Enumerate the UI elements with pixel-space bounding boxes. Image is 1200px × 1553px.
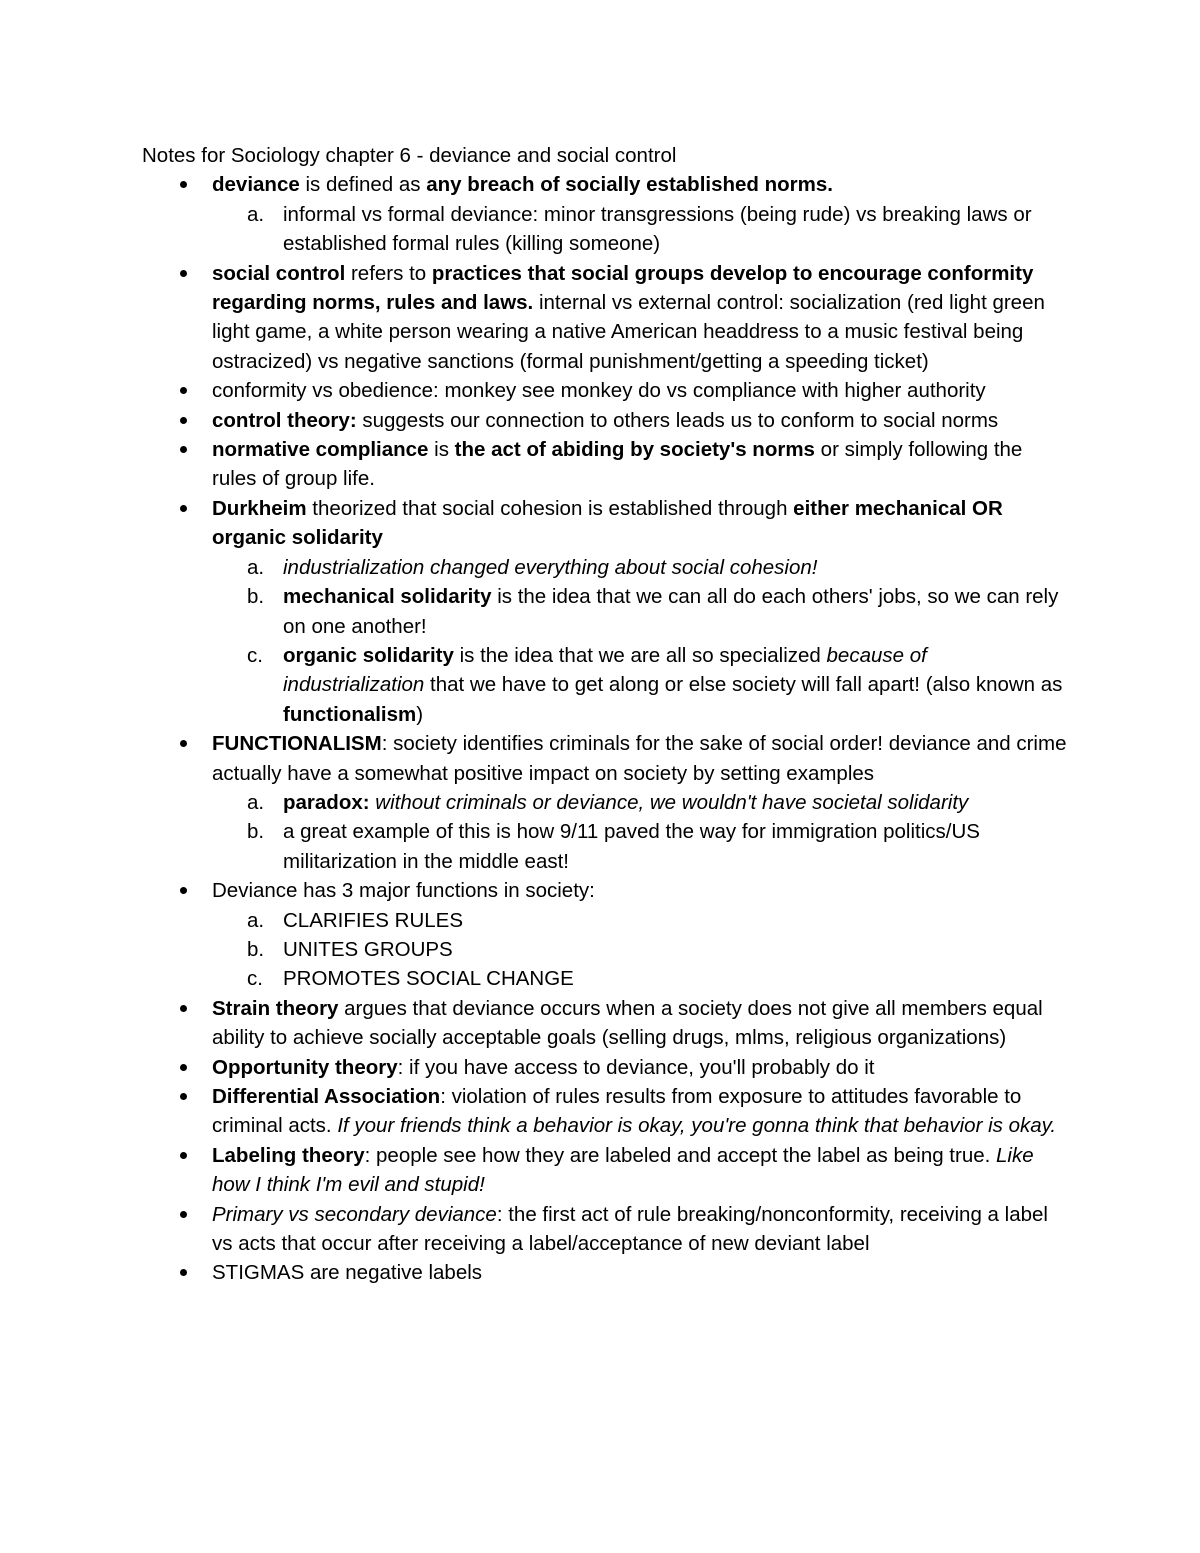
text-run: a great example of this is how 9/11 paved the way for immigration politics/US militarization in the middle east!: [283, 820, 980, 873]
list-marker: b.: [247, 937, 265, 961]
text-run: STIGMAS are negative labels: [212, 1261, 483, 1285]
bold-text: Differential Association: [212, 1085, 441, 1108]
bold-text: Opportunity theory: [212, 1055, 398, 1079]
italic-text: Like how I think I'm evil and stupid!: [212, 1143, 1034, 1197]
bold-text: the act of abiding by society's norms: [454, 438, 815, 462]
list-item: [142, 494, 1072, 729]
bold-text: either mechanical OR organic solidarity: [212, 496, 1003, 550]
sub-list: [212, 553, 1072, 729]
list-item-text: [212, 379, 986, 402]
text-run: internal vs external control: socialization (red light green light game, a white person wearing a native American headdress to a music festival being ostracized) vs negative sanctions (formal punishment/getting a speeding ticket): [212, 291, 1045, 373]
bold-text: any breach of socially established norms.: [426, 173, 833, 197]
text-run: or simply following the rules of group life.: [212, 438, 1023, 491]
list-item-text: [212, 497, 1003, 549]
text-run: : if you have access to deviance, you'll probably do it: [397, 1055, 875, 1079]
text-run: : society identifies criminals for the sake of social order! deviance and crime actually have a somewhat positive impact on society by setting examples: [212, 732, 1067, 785]
page-title: Notes for Sociology chapter 6 - deviance and social control: [142, 144, 677, 167]
bold-text: functionalism: [283, 702, 417, 726]
list-item-text: [212, 1203, 1048, 1255]
bullet-icon: [180, 887, 187, 894]
text-run: ): [416, 702, 424, 726]
bullet-icon: [180, 446, 187, 453]
bold-text: control theory:: [212, 408, 357, 432]
bullet-icon: [180, 1152, 187, 1159]
text-run: that we have to get along or else society will fall apart! (also known as: [424, 673, 1063, 697]
list-item-text: [212, 879, 595, 902]
bullet-icon: [180, 505, 187, 512]
list-marker: a.: [247, 790, 265, 814]
bullet-icon: [180, 417, 187, 424]
list-item: [142, 1082, 1072, 1141]
bullet-icon: [180, 270, 187, 277]
list-item: [142, 876, 1072, 994]
bullet-icon: [180, 387, 187, 394]
bullet-icon: [180, 181, 187, 188]
sub-list-item: [212, 553, 1072, 582]
text-run: Deviance has 3 major functions in society:: [212, 879, 595, 903]
sub-list-item: [212, 641, 1072, 729]
list-item-text: [212, 1085, 1056, 1137]
bold-text: organic solidarity: [283, 643, 454, 667]
bullet-icon: [180, 1269, 187, 1276]
document-body: [142, 141, 1072, 1288]
list-item: [142, 1258, 1072, 1287]
text-run: argues that deviance occurs when a society does not give all members equal ability to achieve socially acceptable goals (selling drugs, mlms, religious organizations): [212, 996, 1043, 1050]
bold-text: Strain theory: [212, 996, 339, 1020]
sub-list-item-text: [283, 203, 1032, 255]
list-item-text: [212, 1056, 874, 1079]
list-marker: a.: [247, 908, 265, 932]
list-item: [142, 729, 1072, 876]
sub-list-item: [212, 817, 1072, 876]
sub-list-item-text: [283, 644, 1062, 726]
text-run: is: [428, 438, 455, 462]
italic-text: Primary vs secondary deviance: [212, 1202, 497, 1226]
sub-list-item-text: [283, 585, 1058, 637]
sub-list-item-text: [283, 967, 574, 990]
text-run: PROMOTES SOCIAL CHANGE: [283, 967, 574, 991]
text-run: UNITES GROUPS: [283, 937, 453, 961]
notes-list: [142, 170, 1072, 1287]
text-run: : people see how they are labeled and accept the label as being true.: [364, 1143, 997, 1167]
sub-list-item: [212, 964, 1072, 993]
text-run: conformity vs obedience: monkey see monkey do vs compliance with higher authority: [212, 379, 986, 403]
list-item-text: [212, 1261, 482, 1284]
sub-list-item: [212, 906, 1072, 935]
sub-list-item-text: [283, 820, 980, 872]
text-run: is defined as: [299, 173, 427, 197]
bold-text: social control: [212, 261, 346, 285]
italic-text: If your friends think a behavior is okay, you're gonna think that behavior is okay.: [337, 1114, 1057, 1138]
list-item-text: [212, 438, 1022, 490]
text-run: CLARIFIES RULES: [283, 908, 463, 932]
bold-text: deviance: [212, 173, 300, 197]
sub-list-item: [212, 582, 1072, 641]
list-marker: c.: [247, 967, 263, 991]
sub-list: [212, 906, 1072, 994]
list-marker: a.: [247, 555, 265, 579]
bold-text: Durkheim: [212, 496, 307, 520]
list-item: [142, 170, 1072, 258]
text-run: theorized that social cohesion is established through: [306, 496, 794, 520]
bold-text: normative compliance: [212, 438, 429, 462]
list-item-text: [212, 997, 1043, 1049]
text-run: is the idea that we are all so specialized: [453, 643, 827, 667]
sub-list: [212, 788, 1072, 876]
sub-list-item: [212, 935, 1072, 964]
list-item: [142, 1141, 1072, 1200]
text-run: : violation of rules results from exposure to attitudes favorable to criminal acts.: [212, 1085, 1022, 1138]
sub-list-item-text: [283, 938, 453, 961]
list-marker: a.: [247, 202, 265, 226]
sub-list-item-text: [283, 791, 968, 814]
bullet-icon: [180, 1211, 187, 1218]
sub-list-item-text: [283, 556, 817, 579]
list-item: [142, 406, 1072, 435]
sub-list: [212, 200, 1072, 259]
bullet-icon: [180, 1064, 187, 1071]
text-run: is the idea that we can all do each others' jobs, so we can rely on one another!: [283, 585, 1059, 638]
list-item-text: [212, 1144, 1034, 1196]
bold-text: FUNCTIONALISM: [212, 732, 382, 756]
list-item: [142, 1200, 1072, 1259]
bold-text: mechanical solidarity: [283, 585, 492, 609]
text-run: refers to: [345, 261, 432, 285]
bullet-icon: [180, 1005, 187, 1012]
bold-text: paradox:: [283, 790, 370, 814]
sub-list-item-text: [283, 909, 463, 932]
list-item-text: [212, 409, 998, 432]
list-item-text: [212, 173, 833, 196]
text-run: informal vs formal deviance: minor transgressions (being rude) vs breaking laws or established formal rules (killing someone): [283, 202, 1032, 256]
text-run: : the first act of rule breaking/nonconformity, receiving a label vs acts that occur after receiving a label/acceptance of new deviant label: [212, 1202, 1048, 1256]
list-item: [142, 259, 1072, 377]
italic-text: industrialization changed everything about social cohesion!: [283, 555, 818, 579]
list-item: [142, 376, 1072, 405]
list-item-text: [212, 262, 1045, 373]
bold-text: Labeling theory: [212, 1143, 365, 1167]
italic-text: because of industrialization: [283, 643, 927, 697]
list-item-text: [212, 732, 1066, 784]
sub-list-item: [212, 200, 1072, 259]
list-item: [142, 435, 1072, 494]
text-run: suggests our connection to others leads us to conform to social norms: [356, 408, 999, 432]
list-item: [142, 994, 1072, 1053]
list-item: [142, 1053, 1072, 1082]
list-marker: c.: [247, 643, 263, 667]
list-marker: b.: [247, 585, 265, 609]
bullet-icon: [180, 740, 187, 747]
bold-text: practices that social groups develop to encourage conformity regarding norms, rules and laws.: [212, 261, 1034, 315]
sub-list-item: [212, 788, 1072, 817]
list-marker: b.: [247, 820, 265, 844]
bullet-icon: [180, 1093, 187, 1100]
italic-text: without criminals or deviance, we wouldn't have societal solidarity: [369, 790, 969, 814]
